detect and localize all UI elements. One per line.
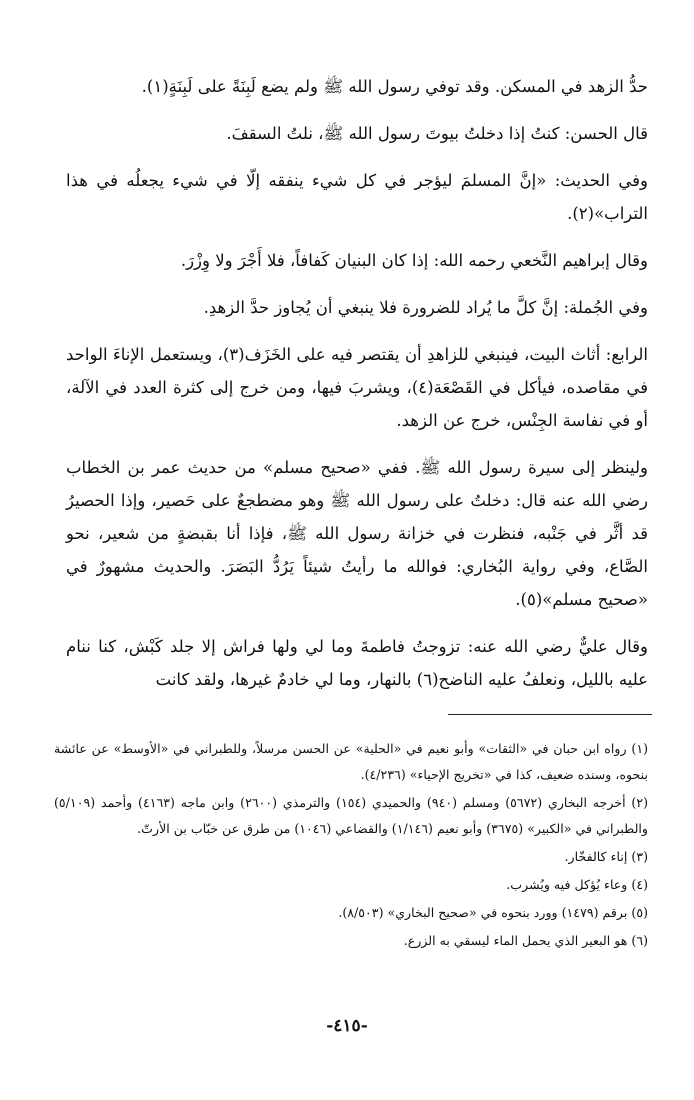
paragraph-asceticism-dwelling: حدُّ الزهد في المسكن. وقد توفي رسول الله ﷺ ولم يضع لَبِنَةً على لَبِنَةٍ(١). bbox=[141, 77, 648, 96]
paragraph-prophet-biography: ولينظر إلى سيرة رسول الله ﷺ. ففي «صحيح مسلم» من حديث عمر بن الخطاب رضي الله عنه قال: دخلتُ على رسول الله ﷺ وهو مضطجعٌ على حَصير، وإذا الحصيرُ قد أثَّر في جَنْبه، فنظرت في خزانة رسول الله ﷺ، فإذا أنا بقبضةٍ من شعير، نحو الصَّاع، وفي رواية البُخاري: فوالله ما رأيتُ شيئاً يَرُدُّ البَصَرَ. والحديث مشهورٌ في «صحيح مسلم»(٥). bbox=[66, 458, 648, 609]
footnote-2: (٢) أخرجه البخاري (٥٦٧٢) ومسلم (٩٤٠) والحميدي (١٥٤) والترمذي (٢٦٠٠) وابن ماجه (٤١٦٣) وأحمد (٥/١٠٩) والطبراني في «الكبير» (٣٦٧٥) وأبو نعيم (١/١٤٦) والقضاعي (١٠٤٦) من طرق عن خبّاب بن الأرتّ. bbox=[54, 795, 648, 836]
paragraph-hadith-building: وفي الحديث: «إنَّ المسلمَ ليؤجر في كل شيء ينفقه إلّا في شيء يجعلُه في هذا التراب»(٢). bbox=[66, 171, 648, 223]
footnote-divider bbox=[448, 714, 652, 715]
footnote-6: (٦) هو البعير الذي يحمل الماء ليسقي به الزرع. bbox=[403, 933, 648, 948]
footnote-4: (٤) وعاء يُؤكل فيه ويُشرب. bbox=[506, 877, 648, 892]
footnote-1: (١) رواه ابن حبان في «الثقات» وأبو نعيم في «الحلية» عن الحسن مرسلاً، وللطبراني في «الأوسط» عن عائشة بنحوه، وسنده ضعيف، كذا في «تخريج الإحياء» (٤/٢٣٦). bbox=[54, 741, 648, 782]
footnote-3: (٣) إناء كالفخّار. bbox=[564, 849, 648, 864]
footnotes bbox=[54, 736, 648, 956]
main-text bbox=[66, 70, 648, 710]
page-number: -٤١٥- bbox=[326, 1016, 368, 1036]
paragraph-furniture: الرابع: أثاث البيت، فينبغي للزاهدِ أن يقتصر فيه على الخَزَف(٣)، ويستعمل الإناءَ الواحد في مقاصده، فيأكل في القَصْعَة(٤)، ويشربَ فيها، ومن خرج إلى كثرة العدد في الآلة، أو في نفاسة الجِنْس، خرج عن الزهد. bbox=[66, 345, 648, 430]
footnote-5: (٥) برقم (١٤٧٩) وورد بنحوه في «صحيح البخاري» (٨/٥٠٣). bbox=[338, 905, 648, 920]
paragraph-hasan-saying: قال الحسن: كنتُ إذا دخلتُ بيوتَ رسول الله ﷺ، نلتُ السقفَ. bbox=[226, 124, 648, 143]
paragraph-nakhai-saying: وقال إبراهيم النَّخعي رحمه الله: إذا كان البنيان كَفافاً، فلا أَجْرَ ولا وِزْرَ. bbox=[180, 251, 648, 270]
paragraph-summary: وفي الجُملة: إنَّ كلَّ ما يُراد للضرورة فلا ينبغي أن يُجاوز حدَّ الزهدِ. bbox=[203, 298, 648, 317]
paragraph-ali-saying: وقال عليٌّ رضي الله عنه: تزوجتُ فاطمةَ وما لي ولها فراش إلا جلد كَبْش، كنا ننام عليه بالليل، ونعلفُ عليه الناضح(٦) بالنهار، وما لي خادمٌ غيرها، ولقد كانت bbox=[66, 637, 648, 689]
